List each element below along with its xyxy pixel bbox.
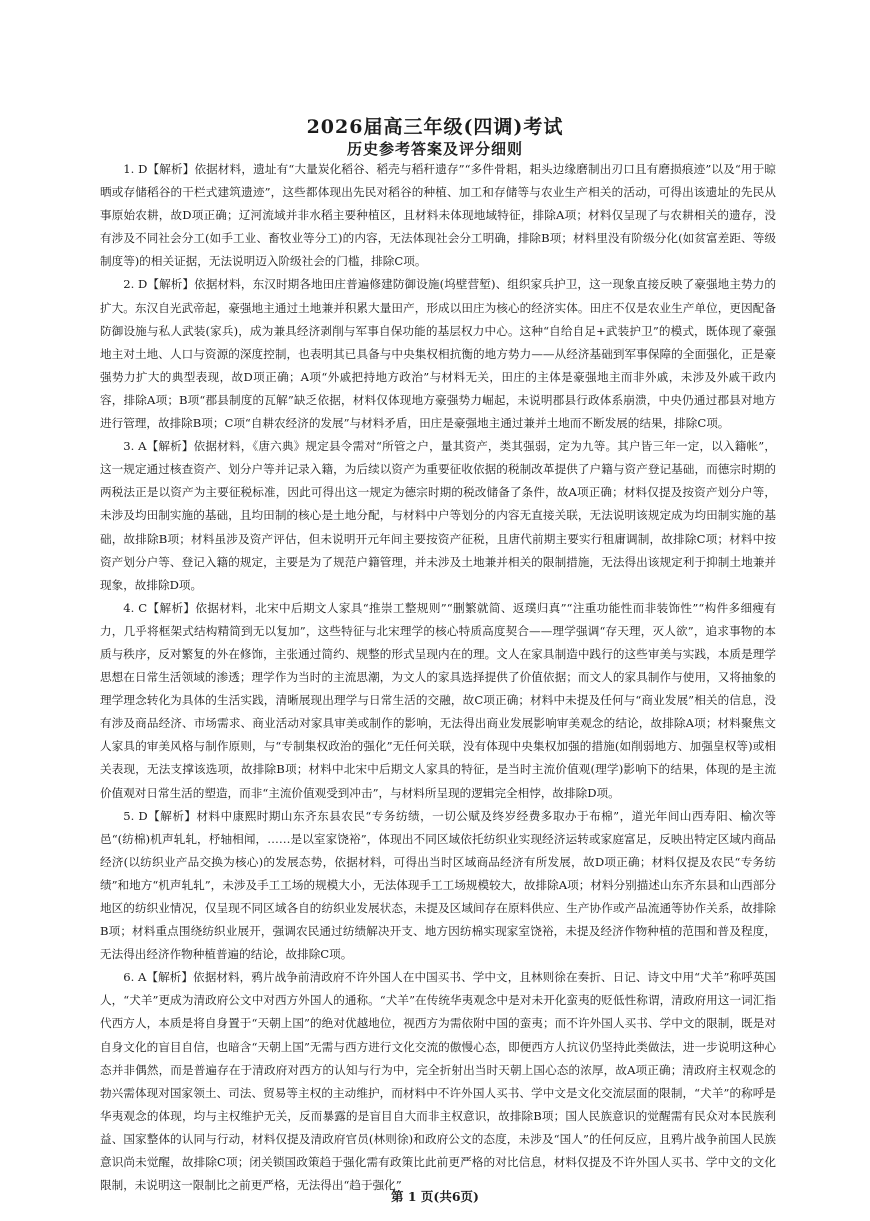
page-subtitle: 历史参考答案及评分细则 — [346, 140, 523, 158]
answer-item-2: 2. D【解析】依据材料，东汉时期各地田庄普遍修建防御设施(坞壁营堑)、组织家兵护卫，这一现象直接反映了豪强地主势力的扩大。东汉自光武帝起，豪强地主通过土地兼并积累大量田产，形成以田庄为核心的经济实体。田庄不仅是农业生产单位，更因配备防御设施与私人武装(家兵)，成为兼具经济剥削与军事自保功能的基层权力中心。这种“自给自足+武装护卫”的模式，既体现了豪强地主对土地、人口与资源的深度控制，也表明其已具备与中央集权相抗衡的地方势力——从经济基础到军事保障的全面强化，正是豪强势力扩大的典型表现，故D项正确；A项“外戚把持地方政治”与材料无关，田庄的主体是豪强地主而非外戚，未涉及外戚干政内容，排除A项；B项“郡县制度的瓦解”缺乏依据，材料仅体现地方豪强势力崛起，未说明郡县行政体系崩溃，中央仍通过郡县对地方进行管理，故排除B项；C项“自耕农经济的发展”与材料矛盾，田庄是豪强地主通过兼并土地而不断发展的结果，排除C项。 — [100, 277, 776, 431]
page-number: 第 1 页(共6页) — [391, 1189, 479, 1204]
answer-item-5: 5. D【解析】材料中康熙时期山东齐东县农民“专务纺绩，一切公赋及终岁经费多取办于布棉”，道光年间山西寿阳、榆次等邑“(纺棉)机声轧轧，杼轴相闻，……是以室家饶裕”，体现出不同区域依托纺织业实现经济运转或家庭富足，反映出特定区域内商品经济(以纺织业产品交换为核心)的发展态势，依据材料，可得出当时区域商品经济有所发展，故D项正确；材料仅提及农民“专务纺绩”和地方“机声轧轧”，未涉及手工工场的规模大小，无法体现手工工场规模较大，故排除A项；材料分别描述山东齐东县和山西部分地区的纺织业情况，仅呈现不同区域各自的纺织业发展状态，未提及区域间存在原料供应、生产协作或产品流通等协作关系，故排除B项；材料重点围绕纺织业展开，强调农民通过纺绩解决开支、地方因纺棉实现家室饶裕，未提及经济作物种植的范围和普及程度，无法得出经济作物种植普遍的结论，故排除C项。 — [100, 808, 776, 962]
page-title: 2026届高三年级(四调)考试 — [306, 116, 564, 138]
answer-item-4: 4. C【解析】依据材料，北宋中后期文人家具“推崇工整规则”“删繁就简、返璞归真”“注重功能性而非装饰性”“构件多细瘦有力，几乎将框架式结构精简到无以复加”，这些特征与北宋理学的核心特质高度契合——理学强调“存天理，灭人欲”，追求事物的本质与秩序，反对繁复的外在修饰，主张通过简约、规整的形式呈现内在的理。文人在家具制造中践行的这些审美与实践，本质是理学思想在日常生活领域的渗透；理学作为当时的主流思潮，为文人的家具选择提供了价值依据；而文人的家具制作与使用，又将抽象的理学理念转化为具体的生活实践，清晰展现出理学与日常生活的交融，故C项正确；材料中未提及任何与“商业发展”相关的信息，没有涉及商品经济、市场需求、商业活动对家具审美或制作的影响，无法得出商业发展影响审美观念的结论，故排除A项；材料聚焦文人家具的审美风格与制作原则，与“专制集权政治的强化”无任何关联，没有体现中央集权加强的措施(如削弱地方、加强皇权等)或相关表现，无法支撑该选项，故排除B项；材料中北宋中后期文人家具的特征，是当时主流价值观(理学)影响下的结果，体现的是主流价值观对日常生活的塑造，而非“主流价值观受到冲击”，与材料所呈现的逻辑完全相悖，故排除D项。 — [100, 600, 776, 800]
answer-item-3: 3. A【解析】依据材料，《唐六典》规定县令需对“所管之户，量其资产，类其强弱，定为九等。其户皆三年一定，以入籍帐”，这一规定通过核查资产、划分户等并记录入籍，为后续以资产为重要征收依据的税制改革提供了户籍与资产登记基础，而德宗时期的两税法正是以资产为主要征税标准，因此可得出这一规定为德宗时期的税改储备了条件，故A项正确；材料仅提及按资产划分户等，未涉及均田制实施的基础，且均田制的核心是土地分配，与材料中户等划分的内容无直接关联，无法说明该规定成为均田制实施的基础，故排除B项；材料虽涉及资产评估，但未说明开元年间主要按资产征税，且唐代前期主要实行租庸调制，故排除C项；材料中按资产划分户等、登记入籍的规定，主要是为了规范户籍管理，并未涉及土地兼并相关的限制措施，无法得出该规定利于抑制土地兼并现象，故排除D项。 — [100, 439, 776, 592]
answer-item-6: 6. A【解析】依据材料，鸦片战争前清政府不许外国人在中国买书、学中文，且林则徐在奏折、日记、诗文中用“犬羊”称呼英国人，“犬羊”更成为清政府公文中对西方外国人的通称。“犬羊”在传统华夷观念中是对未开化蛮夷的贬低性称谓，清政府用这一词汇指代西方人，本质是将自身置于“天朝上国”的绝对优越地位，视西方为需依附中国的蛮夷；而不许外国人买书、学中文的限制，既是对自身文化的盲目自信，也暗含“天朝上国”无需与西方进行文化交流的傲慢心态，即便西方人抗议仍坚持此类做法，进一步说明这种心态并非偶然，而是普遍存在于清政府对西方的认知与行为中，完全折射出当时天朝上国心态的浓厚，故A项正确；清政府主权观念的勃兴需体现对国家领土、司法、贸易等主权的主动维护，而材料中不许外国人买书、学中文是文化交流层面的限制，“犬羊”的称呼是华夷观念的体现，均与主权维护无关，反而暴露的是盲目自大而非主权意识，故排除B项；国人民族意识的觉醒需有民众对本民族利益、国家整体的认同与行动，材料仅提及清政府官员(林则徐)和政府公文的态度，未涉及“国人”的任何反应，且鸦片战争前国人民族意识尚未觉醒，故排除C项；闭关锁国政策趋于强化需有政策比此前更严格的对比信息，材料仅提及不许外国人买书、学中文的文化限制，未说明这一限制比之前更严格，无法得出“趋于强化” — [100, 970, 776, 1193]
answer-item-1: 1. D【解析】依据材料，遗址有“大量炭化稻谷、稻壳与稻秆遗存”“多件骨耜，耜头边缘磨制出刃口且有磨损痕迹”以及“用于晾晒或存储稻谷的干栏式建筑遗迹”，这些都体现出先民对稻谷的种植、加工和存储等与农业生产相关的活动，可得出该遗址的先民从事原始农耕，故D项正确；辽河流域并非水稻主要种植区，且材料未体现地域特征，排除A项；材料仅呈现了与农耕相关的遗存，没有涉及不同社会分工(如手工业、畜牧业等分工)的内容，无法体现社会分工明确，排除B项；材料里没有阶级分化(如贫富差距、等级制度等)的相关证据，无法说明迈入阶级社会的门槛，排除C项。 — [100, 162, 776, 269]
answer-content — [100, 158, 776, 1197]
